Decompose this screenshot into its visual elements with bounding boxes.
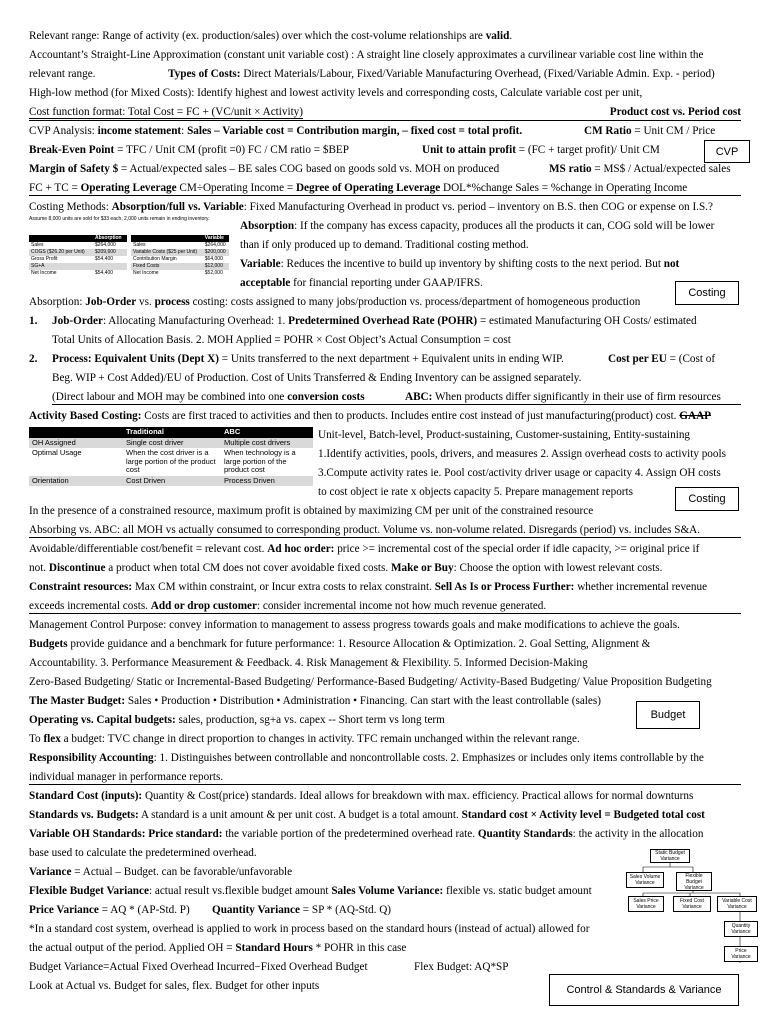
text-seg: Accountant’s Straight-Line Approximation (constant unit variable cost) : A straight line closely approximates a curvilinear variable cost line within the [29, 49, 704, 61]
section-label-control [549, 974, 739, 1006]
table-cell: $264,000 [94, 242, 116, 248]
section-label-text: Costing [688, 287, 726, 299]
text-seg: Job-Order [85, 296, 137, 308]
text-seg: The Master Budget: [29, 695, 126, 707]
text-seg: Types of Costs: [168, 68, 241, 80]
text-budgeting-types [29, 675, 741, 689]
text-seg: *In a standard cost system, overhead is applied to work in process based on the standard hours (instead of actual) allowed for [29, 923, 590, 935]
text-seg: Activity Based Costing: [29, 410, 142, 422]
text-seg: base used to calculate the predetermined overhead. [29, 847, 257, 859]
table-cell: When technology is a large portion of the product cost [224, 448, 296, 474]
text-seg: = Unit CM / Price [631, 125, 716, 137]
node-fixed-cost: Fixed Cost Variance [673, 896, 711, 912]
text-variable-2 [240, 276, 740, 290]
text-seg: process [154, 296, 190, 308]
text-seg: Management Control Purpose: convey information to management to assess progress towards goals and make modifications to achieve the goals. [29, 619, 680, 631]
node-sales-price: Sales Price Variance [628, 896, 664, 912]
text-seg: Budgets [29, 638, 68, 650]
text-seg: Absorption [240, 220, 295, 232]
text-seg: the actual output of the period. Applied OH = [29, 942, 236, 954]
text-seg: whether incremental revenue [574, 581, 708, 593]
text-standards-vs-budgets [29, 808, 741, 822]
text-seg: Look at Actual vs. Budget for sales, flex. Budget for other inputs [29, 980, 320, 992]
table-cell: Optimal Usage [32, 448, 82, 457]
text-seg: : actual result vs.flexible budget amount [148, 885, 332, 897]
text-job-vs-process [29, 295, 741, 309]
text-seg: individual manager in performance reports. [29, 771, 224, 783]
text-job-order-2 [52, 333, 742, 347]
table-cell: $64,000 [204, 256, 223, 262]
node-price: Price Variance [724, 946, 758, 962]
table-cell: Contribution Margin [133, 256, 177, 262]
text-seg: 2. [29, 353, 38, 365]
text-seg: Variance [29, 866, 72, 878]
text-seg: Accountability. 3. Performance Measurement & Feedback. 4. Risk Management & Flexibility. 5. Informed Decision-Making [29, 657, 588, 669]
text-seg: flexible vs. static budget amount [443, 885, 592, 897]
text-seg: valid [485, 30, 510, 42]
text-seg: MS ratio [549, 163, 592, 175]
table-cell: OH Assigned [29, 438, 123, 449]
text-margin-of-safety [29, 162, 741, 176]
text-seg: = Actual – Budget. can be favorable/unfavorable [71, 866, 293, 878]
text-operating-leverage [29, 181, 741, 196]
table-cell: Gross Profit [31, 256, 58, 262]
table-cell: Absorption [93, 235, 127, 242]
text-high-low [29, 86, 741, 100]
text-straight-line [29, 48, 741, 62]
text-seg: costing: costs assigned to many jobs/production vs. process/department of homogeneous production [189, 296, 641, 308]
text-seg: Margin of Safety $ [29, 163, 119, 175]
text-seg: (Direct labour and MOH may be combined into one [52, 391, 288, 403]
text-responsibility [29, 751, 741, 765]
text-seg: Quantity & Cost(price) standards. Ideal allows for breakdown with max. efficiency. Practical allows for normal downturns [142, 790, 694, 802]
absorption-table [29, 235, 127, 277]
text-seg: : the activity in the allocation [572, 828, 704, 840]
text-abc-levels [318, 428, 738, 442]
text-seg: relevant range. [29, 68, 96, 80]
text-seg: Beg. WIP + Cost Added)/EU of Production. Cost of Units Transferred & Ending Inventory can be assigned separately. [52, 372, 582, 384]
text-seg: FC + TC = [29, 182, 81, 194]
text-seg: DOL*%change Sales = %change in Operating Income [440, 182, 688, 194]
text-seg: Operating Leverage [80, 182, 177, 194]
text-seg: sales, production, sg+a vs. capex -- Short term vs long term [175, 714, 445, 726]
text-seg: Price Variance [29, 904, 99, 916]
text-seg: Constraint resources: [29, 581, 133, 593]
text-master-budget [29, 694, 741, 708]
text-seg: Costing Methods: [29, 201, 112, 213]
table-cell: Traditional [123, 427, 221, 438]
node-static-budget: Static Budget Variance [650, 849, 690, 863]
table-cell: $209,600 [93, 249, 127, 256]
text-seg: for financial reporting under GAAP/IFRS. [290, 277, 483, 289]
text-constraint-resources [29, 580, 741, 594]
text-seg: Variable OH Standards: Price standard: [29, 828, 223, 840]
table-cell: When the cost driver is a large portion of the product cost [126, 448, 216, 474]
text-responsibility-2 [29, 770, 741, 785]
text-seg: Costs are first traced to activities and then to products. Includes entire cost instead of just manufacturing(product) cost. [141, 410, 680, 422]
table-cell [131, 235, 203, 242]
text-seg: Predetermined Overhead Rate (POHR) [288, 315, 478, 327]
table-cell: $264,000 [204, 242, 226, 248]
text-seg: Quantity Variance [212, 904, 300, 916]
text-process [29, 352, 741, 366]
text-seg: than if only produced up to demand. Traditional costing method. [240, 239, 529, 251]
text-seg: Standards vs. Budgets: [29, 809, 139, 821]
text-seg: Relevant range: Range of activity (ex. production/sales) over which the cost-volume relationships are [29, 30, 486, 42]
text-seg: flex [43, 733, 61, 745]
table-cell: $200,000 [203, 249, 229, 256]
text-seg: = AQ * (AP-Std. P) [98, 904, 190, 916]
text-seg: In the presence of a constrained resource, maximum profit is obtained by maximizing CM per unit of the constrained resource [29, 505, 594, 517]
text-seg: 3.Compute activity rates ie. Pool cost/activity driver usage or capacity 4. Assign OH costs [318, 467, 721, 479]
node-flexible-budget: Flexible Budget Variance [676, 872, 712, 891]
text-cost-function [29, 105, 741, 119]
text-seg: Absorbing vs. ABC: all MOH vs actually consumed to corresponding product. Volume vs. non-volume related. Disregards (period) vs. includes S&A. [29, 524, 701, 536]
text-seg: acceptable [240, 277, 291, 289]
table-cell: Sales [31, 242, 44, 248]
text-absorption [240, 219, 740, 233]
table-cell: ABC [221, 427, 313, 438]
text-seg: Flexible Budget Variance [29, 885, 149, 897]
table-cell: Multiple cost drivers [221, 438, 313, 449]
text-constrained [29, 504, 741, 518]
text-seg: Sales – Variable cost = Contribution margin, – fixed cost = total profit. [187, 125, 523, 137]
text-seg: exceeds incremental costs. [29, 600, 151, 612]
text-seg: Make or Buy [391, 562, 454, 574]
text-seg: : 1. Distinguishes between controllable and noncontrollable costs. 2. Emphasizes or includes only items controllable by the [153, 752, 704, 764]
text-seg: Absorption/full vs. Variable [111, 201, 244, 213]
table-cell: Process Driven [221, 476, 313, 487]
text-seg: not [663, 258, 680, 270]
text-seg: : Choose the option with lowest relevant costs. [453, 562, 663, 574]
text-seg: High-low method (for Mixed Costs): Identify highest and lowest activity levels and corresponding costs, Calculate variable cost per unit, [29, 87, 643, 99]
text-process-2 [52, 371, 742, 385]
text-seg: Add or drop customer [150, 600, 257, 612]
text-seg: Job-Order [52, 315, 103, 327]
text-seg: Standard Cost (inputs): [29, 790, 143, 802]
text-seg: Direct Materials/Labour, Fixed/Variable Manufacturing Overhead, (Fixed/Variable Admin. Exp. - period) [240, 68, 715, 80]
text-seg: Degree of Operating Leverage [295, 182, 441, 194]
text-absorption-2 [240, 238, 740, 252]
section-label-text: CVP [715, 145, 739, 158]
table-cell [29, 427, 123, 438]
text-seg: * POHR in this case [312, 942, 407, 954]
table-cell: Single cost driver [123, 438, 221, 449]
text-seg: to cost object ie rate x objects capacity 5. Prepare management reports [318, 486, 633, 498]
text-break-even [29, 143, 741, 157]
table-cell: Variable [203, 235, 229, 242]
table-cell [93, 263, 127, 270]
text-seg: a budget: TVC change in direct proportion to changes in activity. TFC remain unchanged within the relevant range. [60, 733, 580, 745]
text-seg: Flex Budget: AQ*SP [414, 961, 509, 973]
text-conversion [52, 390, 741, 405]
variable-table [131, 235, 229, 277]
text-seg: ABC: [405, 391, 433, 403]
text-seg: Break-Even Point [29, 144, 115, 156]
mini-table-note: Assume 8,000 units are sold for $33 each, 2,000 units remain in ending inventory. [29, 216, 210, 222]
text-cvp-analysis [29, 124, 741, 138]
text-seg: = Actual/expected sales – BE sales COG based on goods sold vs. MOH on produced [118, 163, 500, 175]
table-cell: Fixed Costs [131, 263, 203, 270]
table-cell: $12,000 [203, 263, 229, 270]
text-operating-capital [29, 713, 741, 727]
text-seg: Product cost vs. Period cost [609, 106, 741, 118]
text-absorbing-vs-abc [29, 523, 741, 538]
table-cell: $52,000 [204, 270, 223, 276]
text-discontinue [29, 561, 741, 575]
node-variable-cost: Variable Cost Variance [717, 896, 757, 912]
table-cell: SG+A [29, 263, 93, 270]
text-seg: Ad hoc order: [267, 543, 335, 555]
text-seg: Sales Volume Variance: [331, 885, 444, 897]
section-label-text: Costing [688, 493, 726, 505]
text-seg: Standard cost × Activity level = Budgeted total cost [461, 809, 705, 821]
text-seg: the variable portion of the predetermined overhead rate. [222, 828, 478, 840]
text-seg: Quantity Standards [477, 828, 573, 840]
text-seg: : Fixed Manufacturing Overhead in product vs. period – inventory on B.S. then COG or expense on I.S.? [243, 201, 713, 213]
text-seg: price >= incremental cost of the special order if idle capacity, >= original price if [334, 543, 700, 555]
text-abc-steps-1 [318, 447, 738, 461]
text-seg: vs. [136, 296, 155, 308]
text-seg: Cost function format: Total Cost = FC + (VC/unit × Activity) [29, 106, 304, 118]
text-seg: Process: Equivalent Units (Dept X) [52, 353, 219, 365]
text-add-drop [29, 599, 741, 614]
text-seg: CVP Analysis: [29, 125, 98, 137]
text-seg: Max CM within constraint, or Incur extra costs to relax constraint. [132, 581, 435, 593]
table-cell [29, 235, 93, 242]
text-seg: = TFC / Unit CM (profit =0) FC / CM ratio = $BEP [114, 144, 349, 156]
text-seg: : Allocating Manufacturing Overhead: 1. [102, 315, 289, 327]
section-label-cvp [704, 140, 750, 163]
text-seg: CM÷Operating Income = [176, 182, 296, 194]
divider [29, 120, 741, 121]
text-costing-methods [29, 200, 741, 214]
text-seg: Standard Hours [235, 942, 313, 954]
text-relevant-cost [29, 542, 741, 556]
text-seg: conversion costs [287, 391, 365, 403]
table-cell: Sales [133, 242, 146, 248]
text-seg: = SP * (AQ-Std. Q) [299, 904, 392, 916]
text-seg: GAAP [679, 410, 711, 422]
text-seg: : If the company has excess capacity, produces all the products it can, COG sold will be lower [294, 220, 715, 232]
text-seg: . [509, 30, 513, 42]
text-flex-budget [29, 732, 741, 746]
table-cell: Variable Costs ($25 per Unit) [131, 249, 203, 256]
text-seg: Total Units of Allocation Basis. 2. MOH Applied = POHR × Cost Object’s Actual Consumption = cost [52, 334, 511, 346]
text-seg: To [29, 733, 44, 745]
text-accountability [29, 656, 741, 670]
text-seg: Avoidable/differentiable cost/benefit = relevant cost. [29, 543, 268, 555]
text-types-of-costs [29, 67, 741, 81]
text-seg: provide guidance and a benchmark for future performance: 1. Resource Allocation & Optimization. 2. Goal Setting, Alignment & [67, 638, 651, 650]
section-label-budget [636, 701, 700, 729]
node-sales-volume: Sales Volume Variance [626, 872, 664, 888]
text-seg: Unit to attain profit [422, 144, 516, 156]
text-seg: : Reduces the incentive to build up inventory by shifting costs to the next period. But [280, 258, 664, 270]
text-seg: Unit-level, Batch-level, Product-sustaining, Customer-sustaining, Entity-sustaining [318, 429, 691, 441]
text-seg: Budget Variance=Actual Fixed Overhead Incurred−Fixed Overhead Budget [29, 961, 368, 973]
text-budgets [29, 637, 741, 651]
table-cell: COGS ($26.20 per Unit) [29, 249, 93, 256]
text-seg: : consider incremental income not how much revenue generated. [256, 600, 547, 612]
text-seg: not. [29, 562, 49, 574]
text-seg: Sales • Production • Distribution • Administration • Financing. Can start with the least controllable (sales) [125, 695, 601, 707]
text-seg: Absorption: [29, 296, 86, 308]
table-cell: Net Income [133, 270, 159, 276]
text-seg: a product when total CM does not cover avoidable fixed costs. [105, 562, 391, 574]
text-seg: = estimated Manufacturing OH Costs/ estimated [477, 315, 697, 327]
abc-table [29, 427, 313, 486]
table-cell: Orientation [29, 476, 123, 487]
text-standard-cost [29, 789, 741, 803]
text-seg: = (FC + target profit)/ Unit CM [515, 144, 660, 156]
text-abc [29, 409, 741, 423]
text-abc-steps-3 [318, 485, 678, 499]
text-seg: Cost per EU [608, 353, 667, 365]
text-seg: A standard is a unit amount & per unit cost. A budget is a total amount. [138, 809, 462, 821]
table-cell: $54,400 [94, 270, 114, 276]
text-job-order [29, 314, 741, 328]
text-management-control [29, 618, 741, 632]
section-label-text: Budget [650, 709, 686, 721]
text-seg: Zero-Based Budgeting/ Static or Incremental-Based Budgeting/ Performance-Based Budgeting/ Activity-Based Budgeting/ Value Proposition Budgeting [29, 676, 712, 688]
table-cell: $54,400 [94, 256, 114, 262]
text-seg: income statement [97, 125, 182, 137]
text-relevant-range [29, 29, 741, 43]
text-seg: 1.Identify activities, pools, drivers, and measures 2. Assign overhead costs to activity pools [318, 448, 726, 460]
text-seg: 1. [29, 315, 38, 327]
text-variable-oh [29, 827, 741, 841]
text-seg: Operating vs. Capital budgets: [29, 714, 176, 726]
text-seg: When products differ significantly in their use of firm resources [432, 391, 721, 403]
text-seg: = Units transferred to the next department + Equivalent units in ending WIP. [218, 353, 564, 365]
text-seg: CM Ratio [584, 125, 632, 137]
node-quantity: Quantity Variance [724, 921, 758, 937]
text-variable [240, 257, 740, 271]
text-seg: Sell As Is or Process Further: [434, 581, 575, 593]
text-seg: = (Cost of [666, 353, 716, 365]
text-abc-steps-2 [318, 466, 738, 480]
text-seg: Discontinue [48, 562, 106, 574]
table-cell: Net Income [31, 270, 57, 276]
text-seg: Responsibility Accounting [29, 752, 154, 764]
text-seg: : [181, 125, 188, 137]
section-label-text: Control & Standards & Variance [566, 984, 722, 996]
text-seg: Variable [240, 258, 281, 270]
text-seg: = MS$ / Actual/expected sales [591, 163, 731, 175]
table-cell: Cost Driven [123, 476, 221, 487]
